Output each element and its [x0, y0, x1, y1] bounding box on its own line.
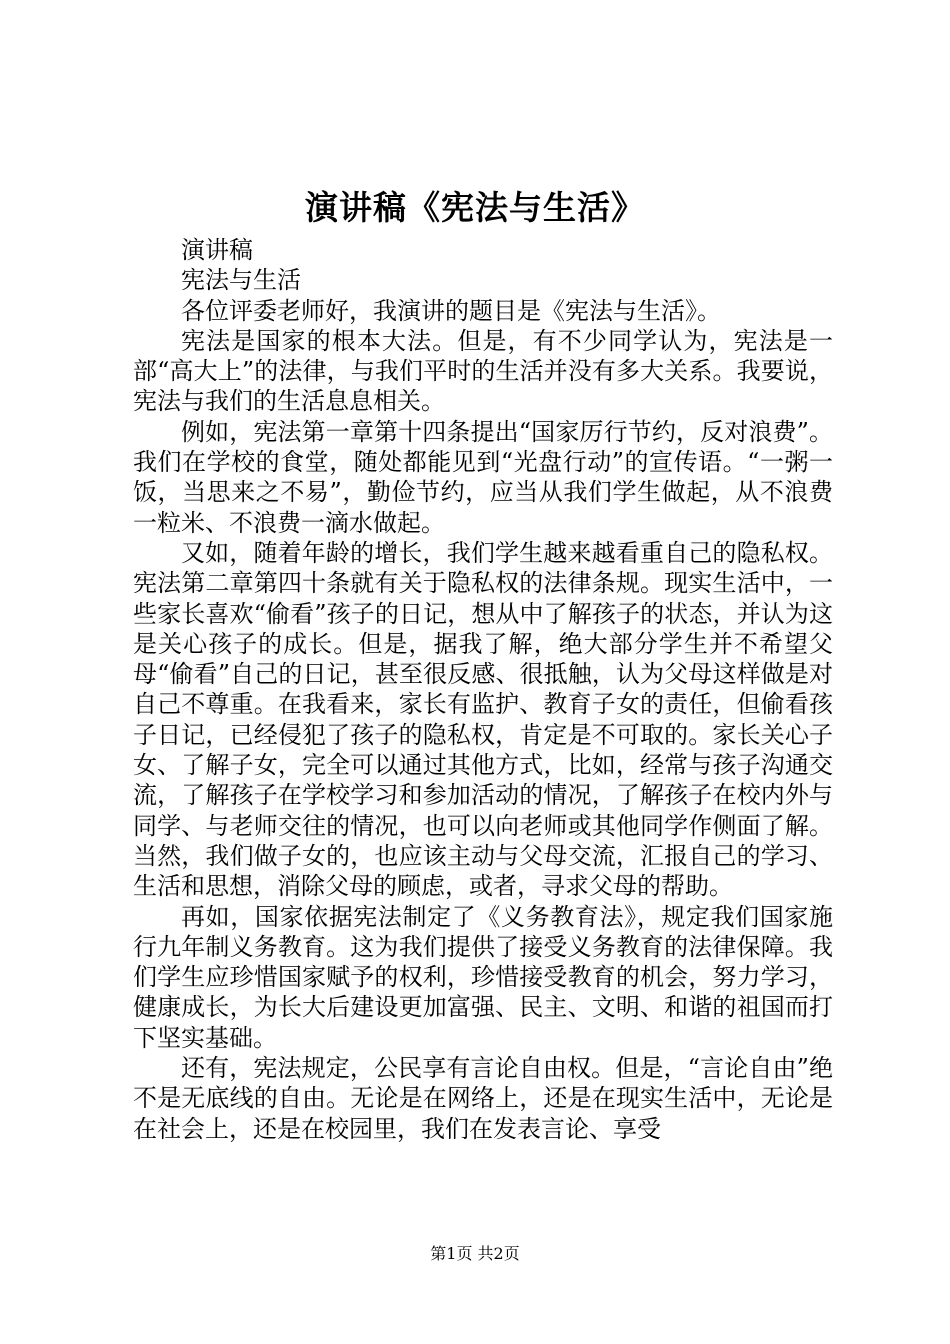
- document-body: [133, 235, 833, 1144]
- document-title: 演讲稿《宪法与生活》: [305, 188, 645, 227]
- paragraph-speech-label: 演讲稿: [181, 236, 253, 264]
- paragraph-example-speech: 还有，宪法规定，公民享有言论自由权。但是，“言论自由”绝不是无底线的自由。无论是在网络上，还是在现实生活中，无论是在社会上，还是在校园里，我们在发表言论、享受: [133, 1054, 833, 1143]
- page-number-footer: 第1页 共2页: [430, 1244, 520, 1263]
- paragraph-example-frugality: 例如，宪法第一章第十四条提出“国家厉行节约，反对浪费”。我们在学校的食堂，随处都能见到“光盘行动”的宣传语。“一粥一饭，当思来之不易”，勤俭节约，应当从我们学生做起，从不浪费一粒米、不浪费一滴水做起。: [133, 417, 833, 537]
- paragraph-speech-topic: 宪法与生活: [181, 266, 301, 295]
- paragraph-greeting: 各位评委老师好，我演讲的题目是《宪法与生活》。: [181, 296, 721, 325]
- paragraph-example-privacy: 又如，随着年龄的增长，我们学生越来越看重自己的隐私权。宪法第二章第四十条就有关于隐私权的法律条规。现实生活中，一些家长喜欢“偷看”孩子的日记，想从中了解孩子的状态，并认为这是关心孩子的成长。但是，据我了解，绝大部分学生并不希望父母“偷看”自己的日记，甚至很反感、很抵触，认为父母这样做是对自己不尊重。在我看来，家长有监护、教育子女的责任，但偷看孩子日记，已经侵犯了孩子的隐私权，肯定是不可取的。家长关心子女、了解子女，完全可以通过其他方式，比如，经常与孩子沟通交流，了解孩子在学校学习和参加活动的情况，了解孩子在校内外与同学、与老师交往的情况，也可以向老师或其他同学作侧面了解。当然，我们做子女的，也应该主动与父母交流，汇报自己的学习、生活和思想，消除父母的顾虑，或者，寻求父母的帮助。: [133, 538, 833, 901]
- paragraph-example-education: 再如，国家依据宪法制定了《义务教育法》，规定我们国家施行九年制义务教育。这为我们提供了接受义务教育的法律保障。我们学生应珍惜国家赋予的权利，珍惜接受教育的机会，努力学习，健康成长，为长大后建设更加富强、民主、文明、和谐的祖国而打下坚实基础。: [133, 902, 833, 1052]
- paragraph-constitution-intro: 宪法是国家的根本大法。但是，有不少同学认为，宪法是一部“高大上”的法律，与我们平时的生活并没有多大关系。我要说，宪法与我们的生活息息相关。: [133, 326, 833, 416]
